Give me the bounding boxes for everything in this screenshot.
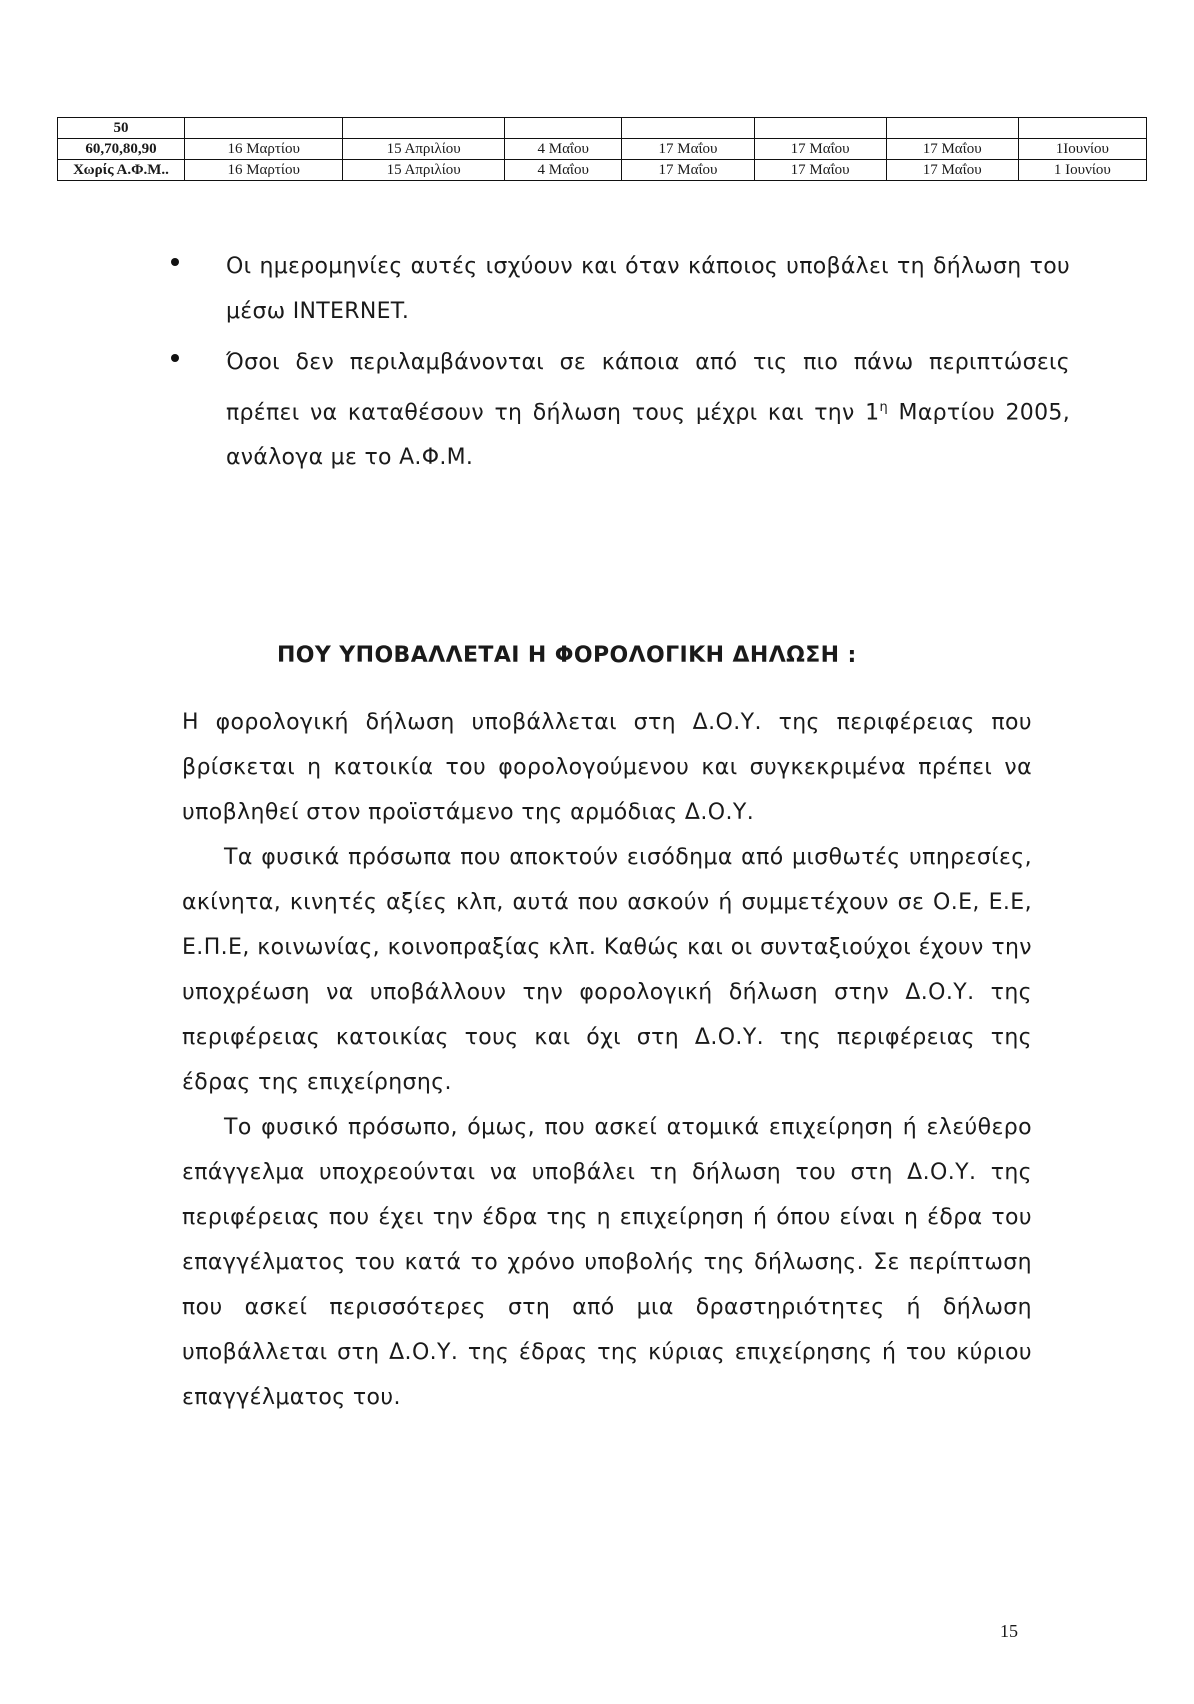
- table-cell: 4 Μαΐου: [504, 139, 622, 160]
- table-cell: 17 Μαΐου: [886, 160, 1018, 181]
- superscript: η: [879, 400, 889, 415]
- bullet-icon: [171, 354, 179, 362]
- table-row: [58, 160, 1147, 181]
- table-cell: 4 Μαΐου: [504, 160, 622, 181]
- table-cell: 17 Μαΐου: [622, 160, 754, 181]
- table-row: [58, 118, 1147, 139]
- page-number: 15: [1000, 1621, 1018, 1641]
- list-item: [180, 244, 1070, 334]
- table-cell: 17 Μαΐου: [622, 139, 754, 160]
- table-cell: [886, 118, 1018, 139]
- section-heading: ΠΟΥ ΥΠΟΒΑΛΛΕΤΑΙ Η ΦΟΡΟΛΟΓΙΚΗ ΔΗΛΩΣΗ :: [277, 643, 857, 668]
- bullet-text-part: Μαρτίου 2005, ανάλογα με το Α.Φ.Μ.: [226, 400, 1070, 471]
- table-cell: 60,70,80,90: [58, 139, 185, 160]
- table-cell: 16 Μαρτίου: [185, 160, 343, 181]
- body-text: [182, 700, 1032, 1420]
- table-cell: [343, 118, 505, 139]
- table-cell: 17 Μαΐου: [754, 160, 886, 181]
- table-cell: 15 Απριλίου: [343, 139, 505, 160]
- table-cell: 15 Απριλίου: [343, 160, 505, 181]
- table-row: [58, 139, 1147, 160]
- bullet-list: [180, 244, 1070, 486]
- paragraph: Το φυσικό πρόσωπο, όμως, που ασκεί ατομικά επιχείρηση ή ελεύθερο επάγγελμα υποχρεούνται να υποβάλει τη δήλωση του στη Δ.Ο.Υ. της περιφέρειας που έχει την έδρα της η επιχείρηση ή όπου είναι η έδρα του επαγγέλματος του κατά το χρόνο υποβολής της δήλωσης. Σε περίπτωση που ασκεί περισσότερες στη από μια δραστηριότητες ή δήλωση υποβάλλεται στη Δ.Ο.Υ. της έδρας της κύριας επιχείρησης ή του κύριου επαγγέλματος του.: [182, 1115, 1032, 1410]
- table-cell: [185, 118, 343, 139]
- deadlines-table: [57, 117, 1147, 181]
- bullet-icon: [171, 258, 179, 266]
- table-cell: [622, 118, 754, 139]
- table-cell: 17 Μαΐου: [886, 139, 1018, 160]
- table-cell: [754, 118, 886, 139]
- table-cell: [1018, 118, 1146, 139]
- paragraph: Τα φυσικά πρόσωπα που αποκτούν εισόδημα από μισθωτές υπηρεσίες, ακίνητα, κινητές αξίες κλπ, αυτά που ασκούν ή συμμετέχουν σε Ο.Ε, Ε.Ε, Ε.Π.Ε, κοινωνίας, κοινοπραξίας κλπ. Καθώς και οι συνταξιούχοι έχουν την υποχρέωση να υποβάλλουν την φορολογική δήλωση στην Δ.Ο.Υ. της περιφέρειας κατοικίας τους και όχι στη Δ.Ο.Υ. της περιφέρειας της έδρας της επιχείρησης.: [182, 845, 1032, 1095]
- bullet-text-part: Όσοι δεν περιλαμβάνονται σε κάποια από τις πιο πάνω περιπτώσεις πρέπει να καταθέσουν τη δήλωση τους μέχρι και την 1: [226, 350, 1070, 426]
- table-cell: [504, 118, 622, 139]
- table-cell: 17 Μαΐου: [754, 139, 886, 160]
- list-item: [180, 340, 1070, 480]
- table-cell: 1 Ιουνίου: [1018, 160, 1146, 181]
- table-cell: 50: [58, 118, 185, 139]
- table-cell: Χωρίς Α.Φ.Μ..: [58, 160, 185, 181]
- bullet-text: Οι ημερομηνίες αυτές ισχύουν και όταν κάποιος υποβάλει τη δήλωση του μέσω INTERNET.: [226, 254, 1070, 324]
- table-cell: 1Ιουνίου: [1018, 139, 1146, 160]
- bullet-text: [226, 340, 1070, 480]
- paragraph: Η φορολογική δήλωση υποβάλλεται στη Δ.Ο.Υ. της περιφέρειας που βρίσκεται η κατοικία του φορολογούμενου και συγκεκριμένα πρέπει να υποβληθεί στον προϊστάμενο της αρμόδιας Δ.Ο.Υ.: [182, 710, 1032, 825]
- table-cell: 16 Μαρτίου: [185, 139, 343, 160]
